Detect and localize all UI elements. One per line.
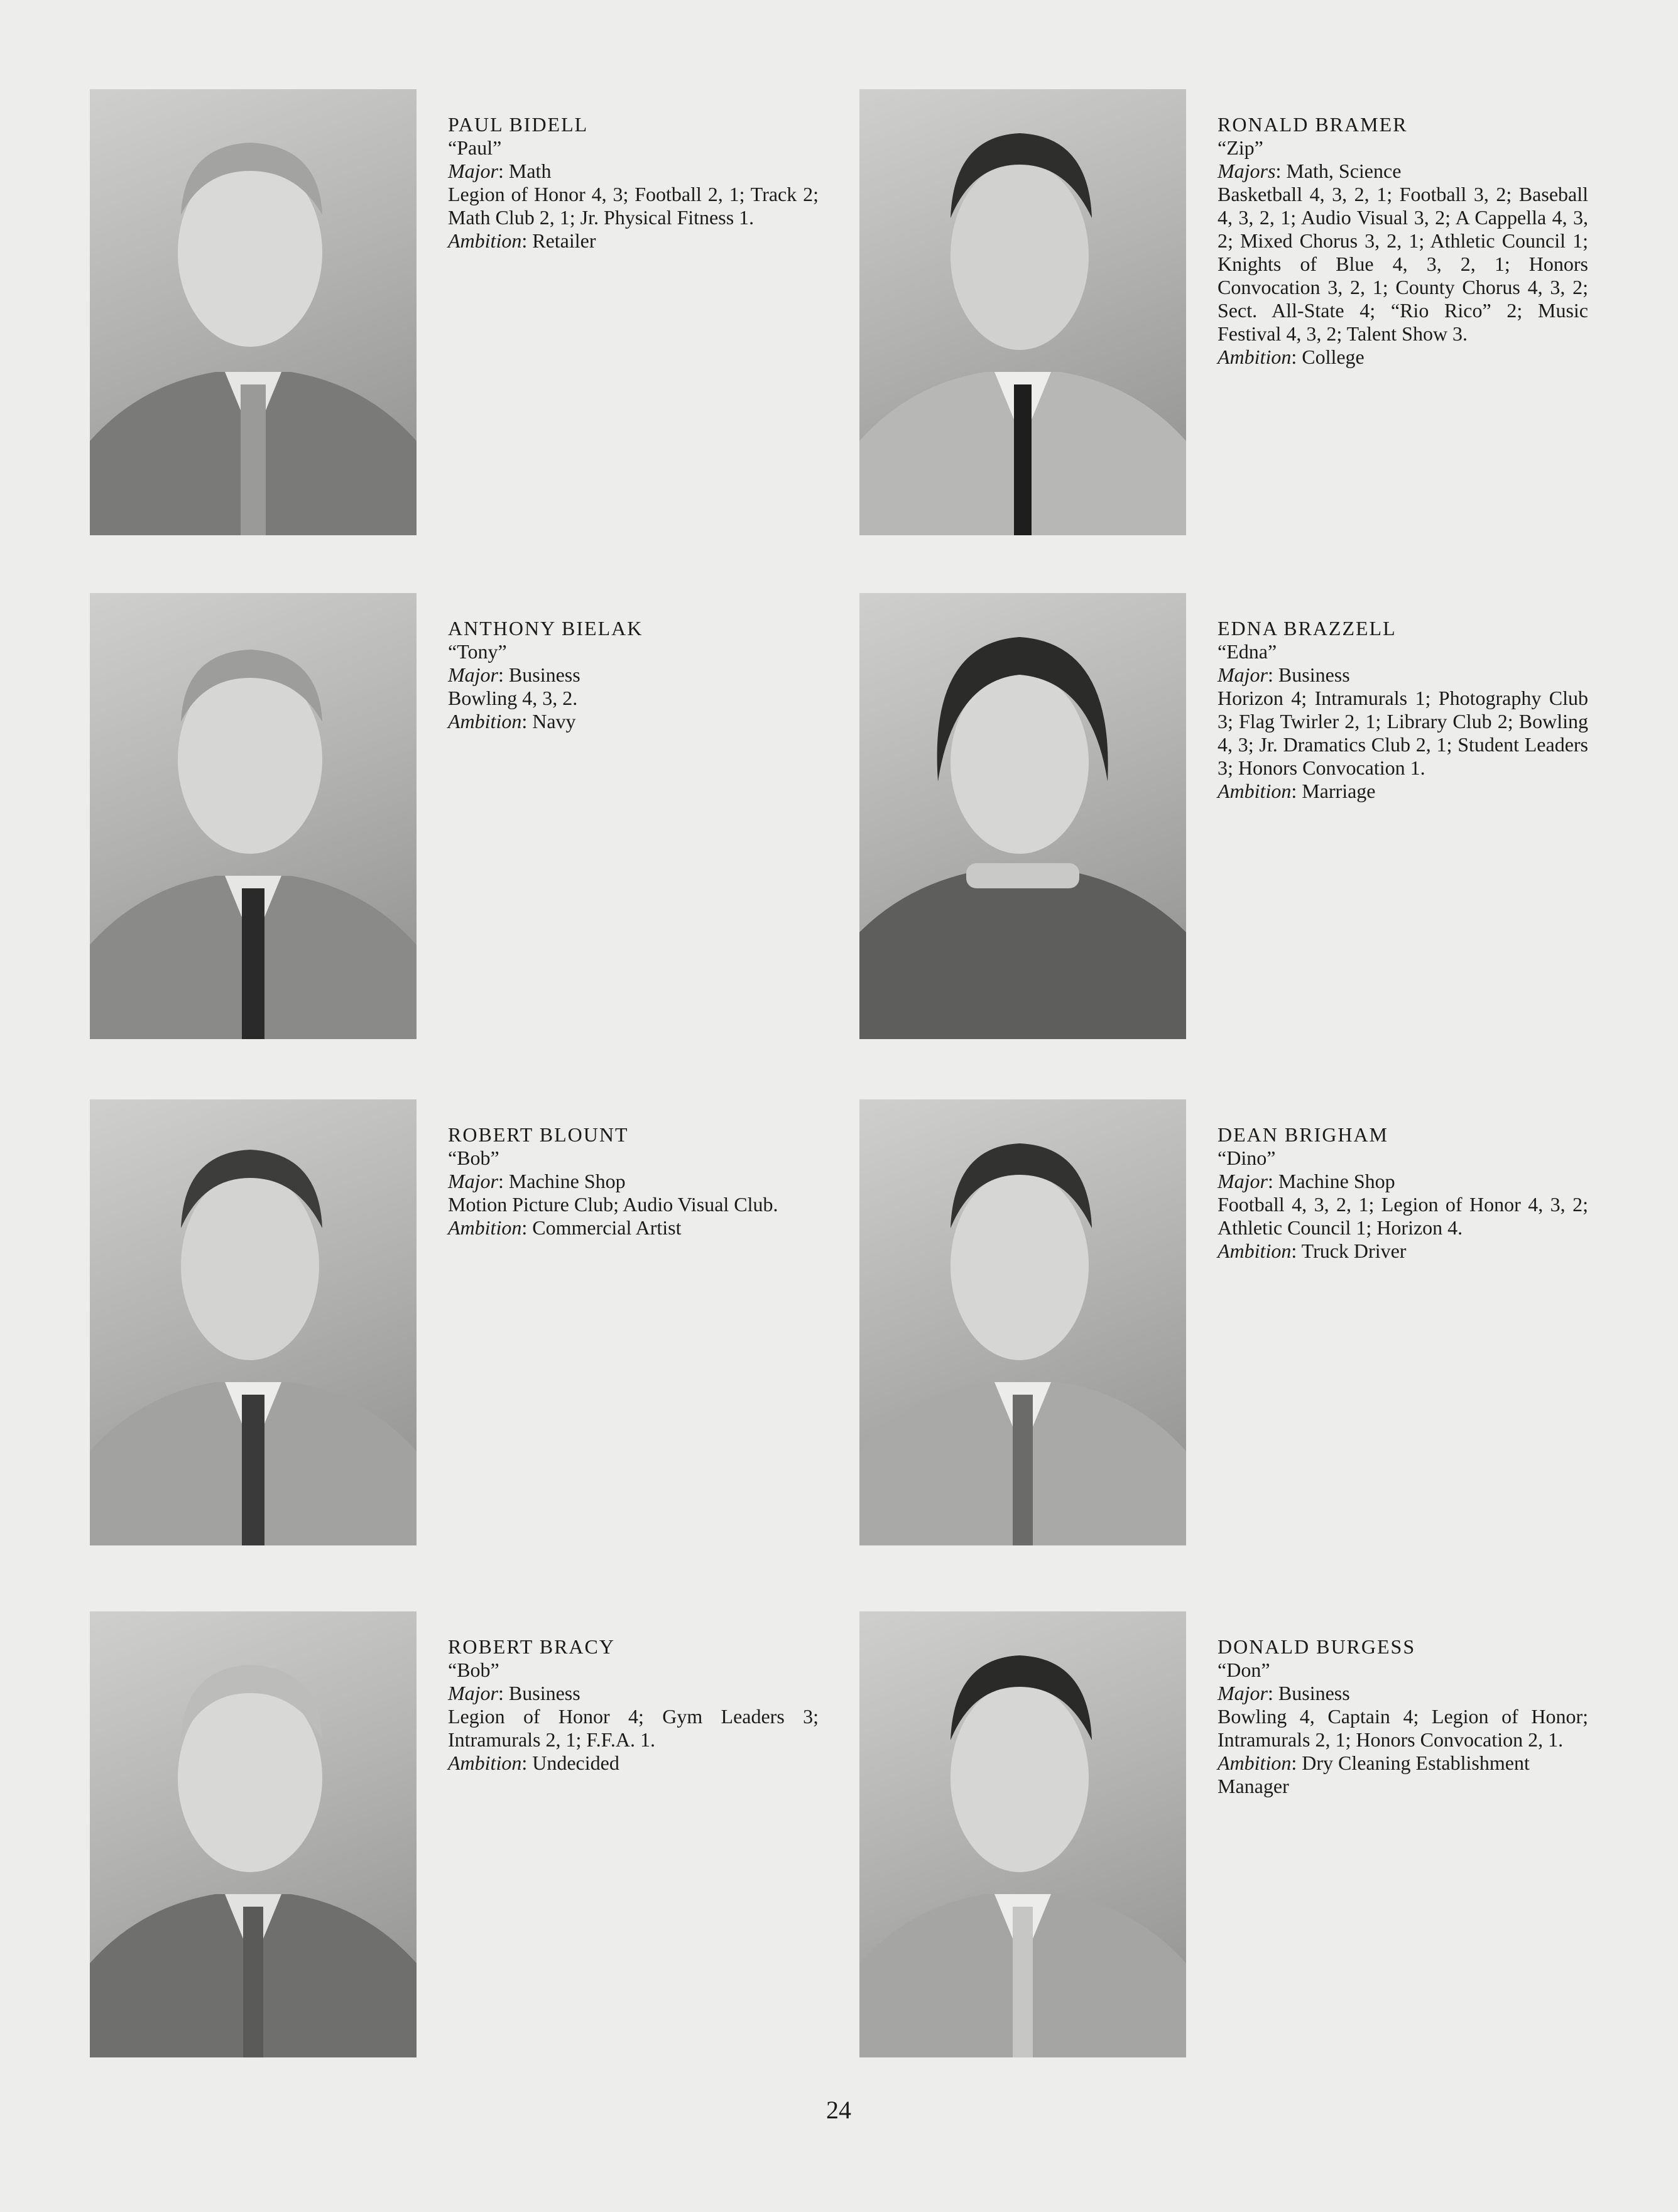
- student-nickname: “Zip”: [1218, 136, 1263, 159]
- student-bio: [448, 1123, 819, 1239]
- student-nickname: “Tony”: [448, 640, 507, 663]
- student-major: Majors: Math, Science: [1218, 160, 1402, 182]
- student-ambition: Ambition: Undecided: [448, 1752, 619, 1774]
- student-activities: Basketball 4, 3, 2, 1; Football 3, 2; Baseball 4, 3, 2, 1; Audio Visual 3, 2; A Cappella 4, 3, 2; Mixed Chorus 3, 2, 1; Athletic Council 1; Knights of Blue 4, 3, 2, 1; Honors Convocation 3, 2, 1; County Chorus 4, 3, 2; Sect. All-State 4; “Rio Rico” 2; Music Festival 4, 3, 2; Talent Show 3.: [1218, 183, 1588, 345]
- student-major: Major: Machine Shop: [448, 1170, 626, 1192]
- student-activities: Legion of Honor 4, 3; Football 2, 1; Track 2; Math Club 2, 1; Jr. Physical Fitness 1.: [448, 183, 819, 229]
- student-bio: [448, 113, 819, 253]
- student-name: ANTHONY BIELAK: [448, 617, 643, 640]
- student-entry: [859, 1611, 1588, 2064]
- student-portrait-photo: [859, 1099, 1186, 1545]
- student-ambition: Ambition: Retailer: [448, 229, 596, 252]
- student-name: RONALD BRAMER: [1218, 113, 1408, 136]
- student-activities: Horizon 4; Intramurals 1; Photography Club 3; Flag Twirler 2, 1; Library Club 2; Bowling 4, 3; Jr. Dramatics Club 2, 1; Student Leaders 3; Honors Convocation 1.: [1218, 687, 1588, 779]
- student-major: Major: Math: [448, 160, 552, 182]
- student-entry: [90, 1099, 812, 1552]
- student-name: ROBERT BLOUNT: [448, 1123, 629, 1146]
- student-portrait-photo: [90, 1611, 417, 2057]
- student-ambition: Ambition: Commercial Artist: [448, 1216, 682, 1239]
- student-nickname: “Edna”: [1218, 640, 1277, 663]
- student-entry: [90, 1611, 819, 2064]
- student-ambition: Ambition: Dry Cleaning Establishment Manager: [1218, 1752, 1530, 1797]
- student-nickname: “Bob”: [448, 1147, 499, 1169]
- student-nickname: “Paul”: [448, 136, 502, 159]
- student-major: Major: Business: [1218, 663, 1350, 686]
- student-name: ROBERT BRACY: [448, 1635, 615, 1658]
- student-ambition: Ambition: College: [1218, 346, 1365, 368]
- student-bio: [1218, 617, 1588, 803]
- student-bio: [1218, 113, 1588, 369]
- student-ambition: Ambition: Navy: [448, 710, 576, 733]
- student-bio: [448, 1635, 819, 1775]
- student-ambition: Ambition: Marriage: [1218, 780, 1376, 802]
- student-nickname: “Don”: [1218, 1659, 1270, 1681]
- student-entry: [90, 89, 819, 542]
- student-portrait-photo: [90, 89, 417, 535]
- student-bio: [1218, 1123, 1588, 1263]
- page-number: 24: [826, 2096, 851, 2124]
- student-name: EDNA BRAZZELL: [1218, 617, 1397, 640]
- student-name: PAUL BIDELL: [448, 113, 589, 136]
- student-nickname: “Bob”: [448, 1659, 499, 1681]
- student-activities: Motion Picture Club; Audio Visual Club.: [448, 1193, 778, 1216]
- student-bio: [1218, 1635, 1588, 1798]
- student-portrait-photo: [859, 89, 1186, 535]
- student-activities: Bowling 4, 3, 2.: [448, 687, 578, 709]
- student-activities: Bowling 4, Captain 4; Legion of Honor; Intramurals 2, 1; Honors Convocation 2, 1.: [1218, 1705, 1588, 1751]
- student-activities: Legion of Honor 4; Gym Leaders 3; Intramurals 2, 1; F.F.A. 1.: [448, 1705, 819, 1751]
- student-entry: [859, 593, 1588, 1045]
- student-name: DONALD BURGESS: [1218, 1635, 1416, 1658]
- student-nickname: “Dino”: [1218, 1147, 1276, 1169]
- student-portrait-photo: [90, 1099, 417, 1545]
- student-ambition: Ambition: Truck Driver: [1218, 1239, 1407, 1262]
- student-major: Major: Business: [1218, 1682, 1350, 1704]
- student-entry: [859, 89, 1588, 542]
- student-portrait-photo: [859, 1611, 1186, 2057]
- student-bio: [448, 617, 819, 733]
- student-major: Major: Machine Shop: [1218, 1170, 1395, 1192]
- student-portrait-photo: [859, 593, 1186, 1039]
- student-entry: [859, 1099, 1588, 1552]
- student-activities: Football 4, 3, 2, 1; Legion of Honor 4, 3, 2; Athletic Council 1; Horizon 4.: [1218, 1193, 1588, 1239]
- student-name: DEAN BRIGHAM: [1218, 1123, 1388, 1146]
- student-portrait-photo: [90, 593, 417, 1039]
- student-major: Major: Business: [448, 663, 580, 686]
- student-entry: [90, 593, 812, 1045]
- student-major: Major: Business: [448, 1682, 580, 1704]
